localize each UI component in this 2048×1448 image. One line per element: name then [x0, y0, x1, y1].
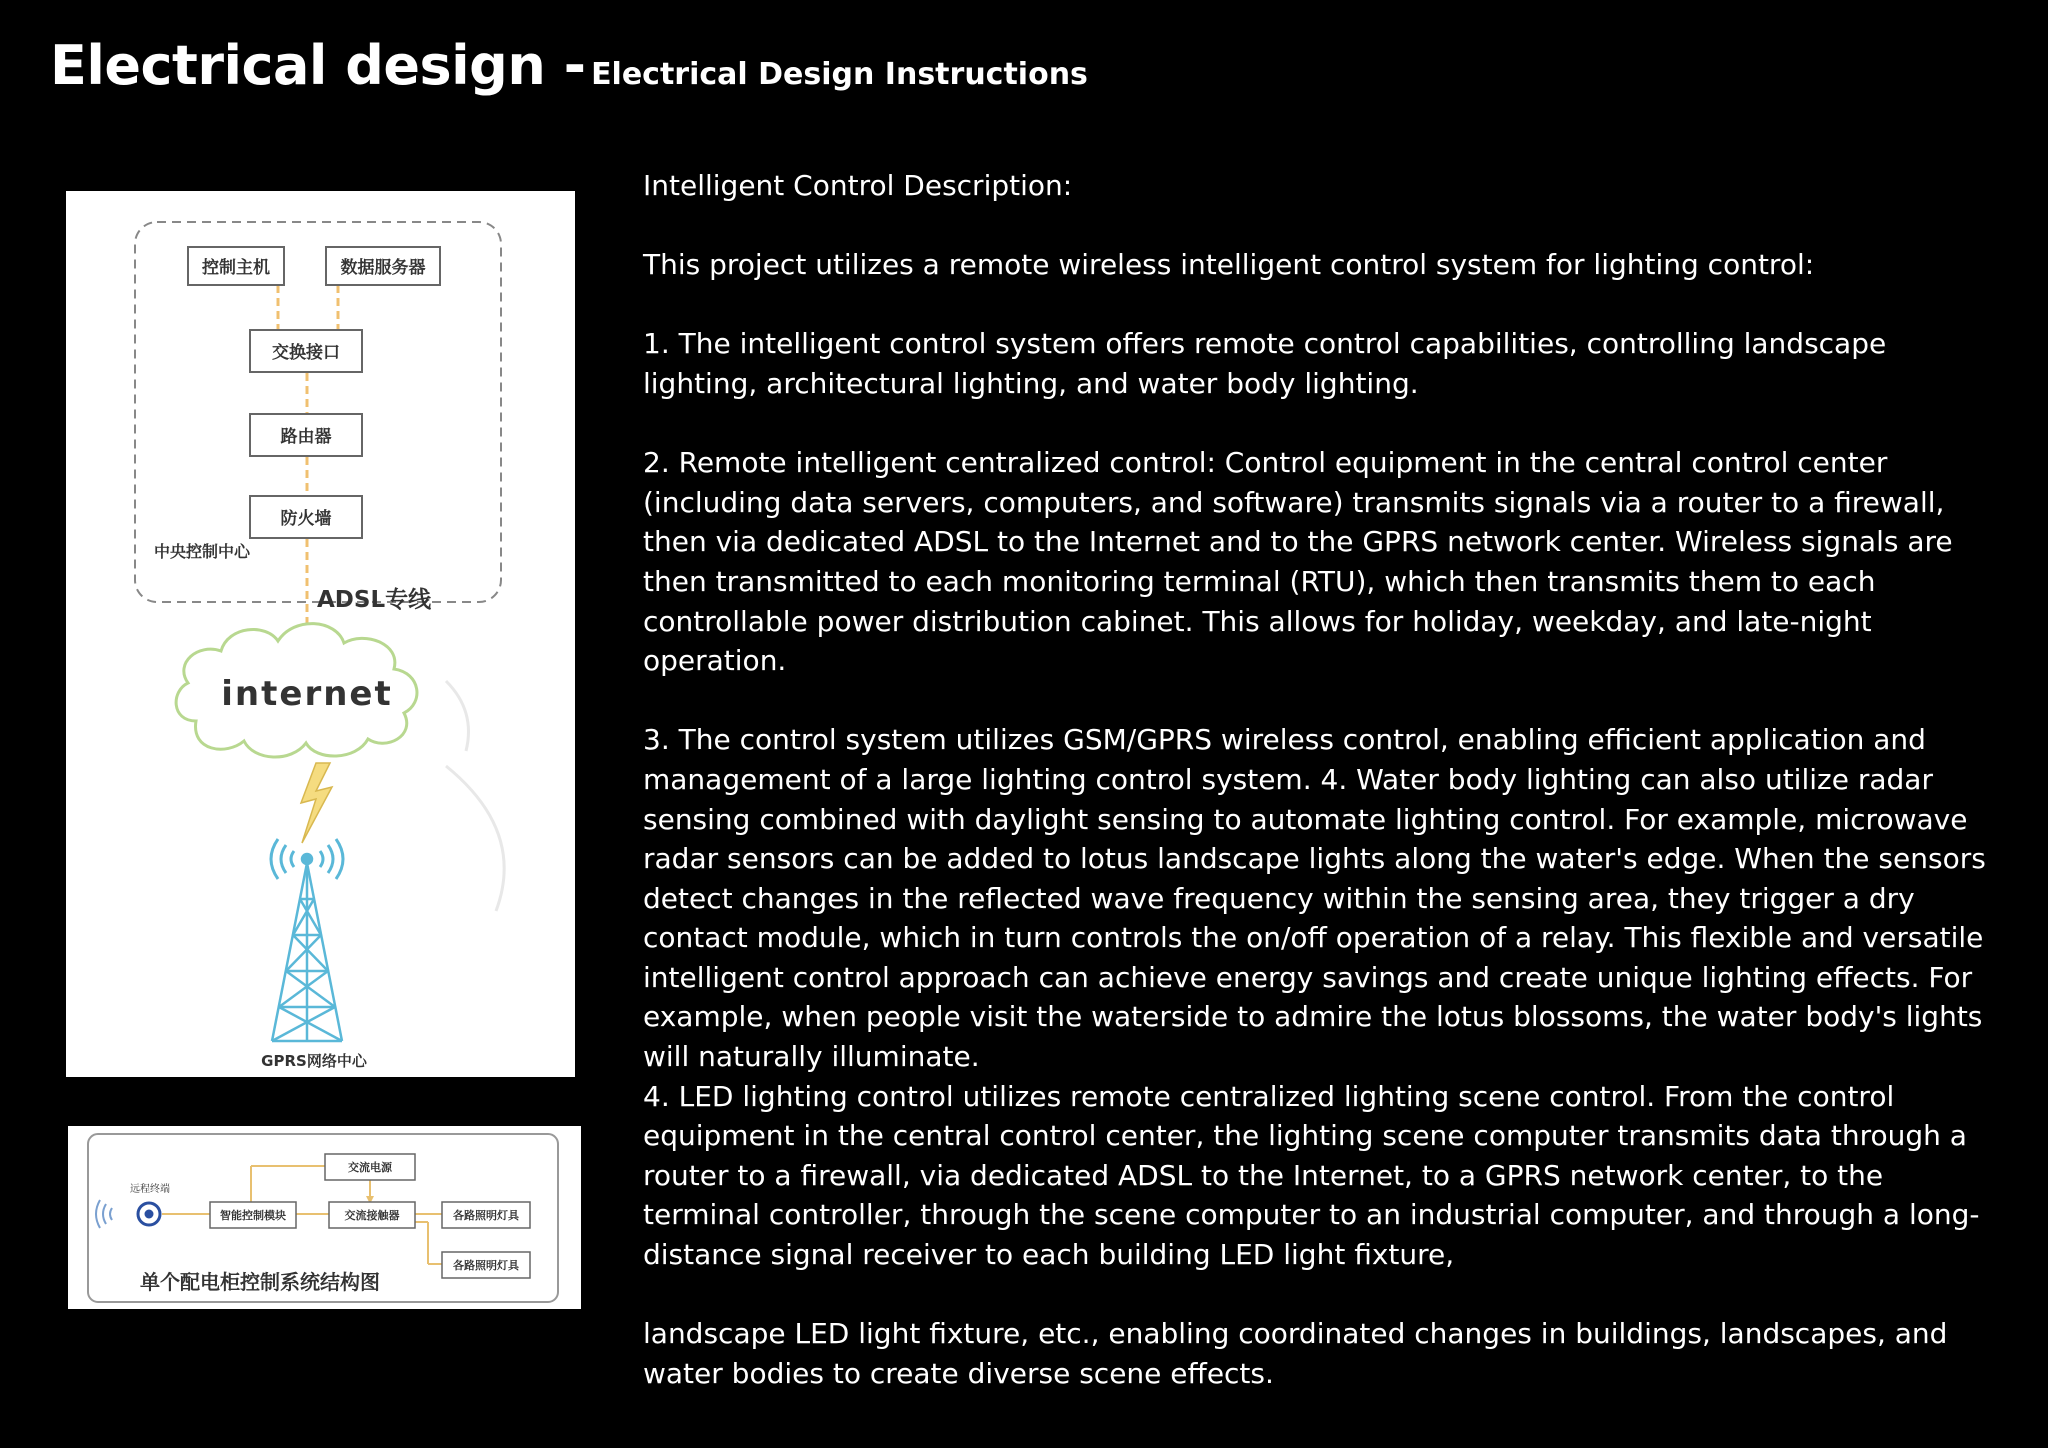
fixtures-label-2: 各路照明灯具: [453, 1259, 519, 1272]
description-intro: This project utilizes a remote wireless intelligent control system for lighting control:: [643, 248, 1815, 282]
switch-interface-label: 交换接口: [272, 343, 340, 363]
description-item-1: 1. The intelligent control system offers remote control capabilities, controlling landscape lighting, architectural lighting, and water body lighting.: [643, 327, 1887, 400]
control-host-label: 控制主机: [202, 258, 270, 278]
title-subtitle: Electrical Design Instructions: [591, 57, 1088, 92]
description-item-2: 2. Remote intelligent centralized control: Control equipment in the central control center (including data servers, computers, and software) transmits signals via a router to a firewall, then via dedicated ADSL to the Internet and to the GPRS network center. Wireless signals are then transmitted to each monitoring terminal (RTU), which then transmits them to each controllable power distribution cabinet. This allows for holiday, weekday, and late-night operation.: [643, 446, 1953, 678]
description-closing: landscape LED light fixture, etc., enabling coordinated changes in buildings, landscapes, and water bodies to create diverse scene effects.: [643, 1317, 1948, 1390]
remote-signal-icon: [96, 1200, 112, 1228]
adsl-line-label: ADSL专线: [317, 587, 432, 613]
ac-contactor-label: 交流接触器: [344, 1209, 400, 1222]
internet-label: internet: [221, 674, 393, 714]
description-heading: Intelligent Control Description:: [643, 169, 1073, 202]
title-main: Electrical design -: [50, 34, 586, 97]
router-label: 路由器: [280, 427, 332, 447]
page-title: [50, 34, 1088, 97]
lightning-icon: [301, 763, 332, 843]
smart-module-label: 智能控制模块: [220, 1209, 286, 1222]
ac-power-label: 交流电源: [348, 1161, 392, 1174]
network-diagram: [66, 191, 575, 1077]
gprs-center-label: GPRS网络中心: [261, 1052, 367, 1070]
description-item-4: 4. LED lighting control utilizes remote centralized lighting scene control. From the control equipment in the central control center, the lighting scene computer transmits data through a router to a firewall, via dedicated ADSL to the Internet, to a GPRS network center, to the terminal controller, through the scene computer to an industrial computer, and through a long-distance signal receiver to each building LED light fixture,: [643, 1079, 1980, 1272]
description-item-3: 3. The control system utilizes GSM/GPRS wireless control, enabling efficient application and management of a large lighting control system. 4. Water body lighting can also utilize radar sensing combined with daylight sensing to automate lighting control. For example, microwave radar sensors can be added to lotus landscape lights along the water's edge. When the sensors detect changes in the reflected wave frequency within the sensing area, they trigger a dry contact module, which in turn controls the on/off operation of a relay. This flexible and versatile intelligent control approach can achieve energy savings and create unique lighting effects. For example, when people visit the waterside to admire the lotus blossoms, the water body's lights will naturally illuminate.: [643, 723, 1986, 1074]
firewall-label: 防火墙: [280, 509, 332, 529]
radio-tower-icon: [272, 854, 342, 1041]
remote-terminal-label: 远程终端: [130, 1184, 170, 1195]
cabinet-diagram-caption: 单个配电柜控制系统结构图: [140, 1270, 380, 1294]
cabinet-diagram: [68, 1126, 581, 1309]
central-control-label: 中央控制中心: [154, 542, 251, 561]
data-server-label: 数据服务器: [340, 258, 426, 278]
fixtures-label-1: 各路照明灯具: [453, 1209, 519, 1222]
description-text: [643, 166, 1993, 1393]
